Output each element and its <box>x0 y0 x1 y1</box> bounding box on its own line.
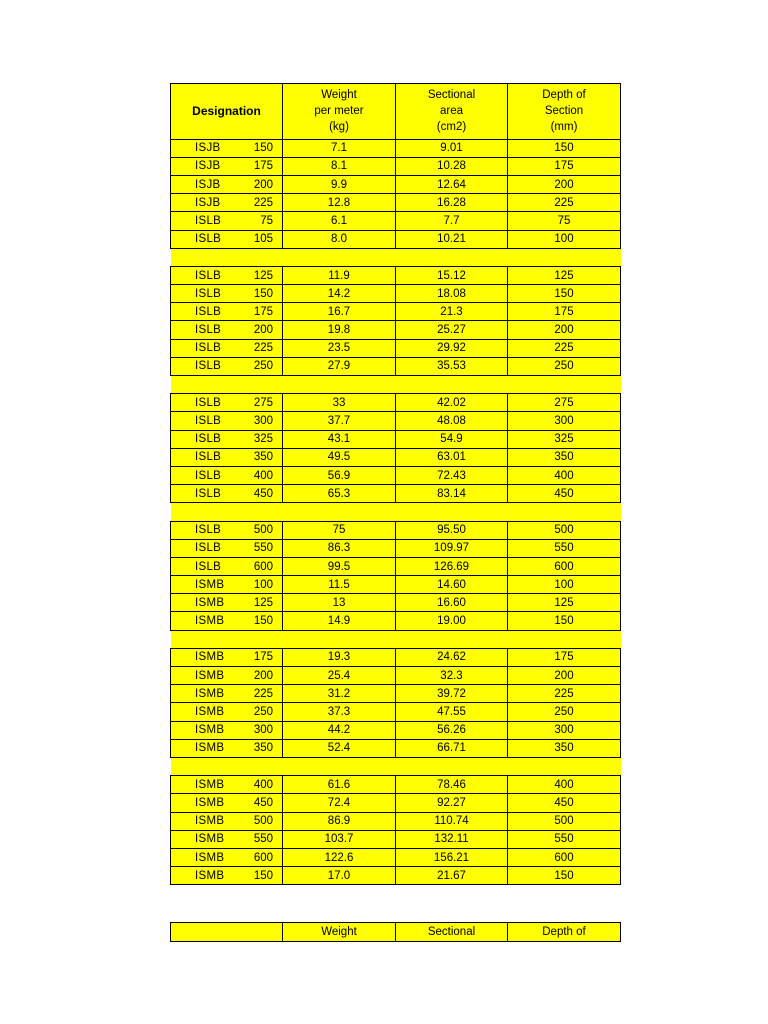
section-code: ISLB <box>195 269 222 282</box>
section-size: 175 <box>253 305 273 318</box>
weight-cell: 14.2 <box>283 285 396 303</box>
table-row <box>171 612 621 630</box>
weight-cell: 33 <box>283 394 396 412</box>
section-size: 105 <box>253 233 273 246</box>
depth-header-line2: Section <box>544 105 584 118</box>
section-size: 200 <box>253 178 273 191</box>
second-table-header <box>170 922 621 942</box>
table-header-row <box>171 84 621 140</box>
section-code: ISLB <box>195 287 222 300</box>
depth-cell: 150 <box>508 139 621 157</box>
depth-cell: 75 <box>508 212 621 230</box>
table-row <box>171 230 621 248</box>
table-row <box>171 357 621 375</box>
depth-cell: 500 <box>508 812 621 830</box>
depth-cell: 325 <box>508 430 621 448</box>
weight-cell: 23.5 <box>283 339 396 357</box>
area-cell: 24.62 <box>396 648 508 666</box>
depth-cell: 125 <box>508 266 621 284</box>
weight-cell: 6.1 <box>283 212 396 230</box>
second-area-header: Sectional <box>396 923 508 942</box>
weight-cell: 103.7 <box>283 830 396 848</box>
section-size: 350 <box>253 742 273 755</box>
section-size: 350 <box>253 451 273 464</box>
depth-cell: 225 <box>508 194 621 212</box>
area-header <box>396 84 508 140</box>
section-code: ISMB <box>195 742 225 755</box>
area-cell: 156.21 <box>396 848 508 866</box>
depth-cell: 275 <box>508 394 621 412</box>
depth-cell: 100 <box>508 230 621 248</box>
table-row <box>171 394 621 412</box>
designation-cell <box>171 830 283 848</box>
designation-header: Designation <box>171 84 283 140</box>
table-row <box>171 648 621 666</box>
weight-cell: 11.5 <box>283 576 396 594</box>
section-size: 150 <box>253 142 273 155</box>
area-cell: 72.43 <box>396 466 508 484</box>
designation-cell <box>171 230 283 248</box>
section-size: 450 <box>253 796 273 809</box>
section-size: 275 <box>253 396 273 409</box>
section-size: 125 <box>253 596 273 609</box>
section-size: 75 <box>260 214 273 227</box>
area-header-line2: area <box>439 105 464 118</box>
depth-cell: 600 <box>508 557 621 575</box>
depth-cell: 200 <box>508 321 621 339</box>
designation-cell <box>171 448 283 466</box>
table-row <box>171 139 621 157</box>
section-size: 175 <box>253 160 273 173</box>
area-cell: 56.26 <box>396 721 508 739</box>
designation-cell <box>171 139 283 157</box>
section-code: ISMB <box>195 796 225 809</box>
weight-header-line3: (kg) <box>329 121 349 134</box>
table-row <box>171 776 621 794</box>
group-separator-row <box>171 757 621 775</box>
area-header-line1: Sectional <box>427 89 476 102</box>
area-cell: 21.3 <box>396 303 508 321</box>
depth-cell: 550 <box>508 539 621 557</box>
area-cell: 132.11 <box>396 830 508 848</box>
area-cell: 15.12 <box>396 266 508 284</box>
section-code: ISMB <box>195 869 225 882</box>
area-cell: 19.00 <box>396 612 508 630</box>
table-row <box>171 448 621 466</box>
area-cell: 12.64 <box>396 175 508 193</box>
section-size: 125 <box>253 269 273 282</box>
depth-cell: 500 <box>508 521 621 539</box>
section-code: ISLB <box>195 396 222 409</box>
section-code: ISMB <box>195 706 225 718</box>
table-row <box>171 812 621 830</box>
table-row <box>171 703 621 721</box>
section-code: ISJB <box>195 160 221 173</box>
area-cell: 35.53 <box>396 357 508 375</box>
depth-header-line1: Depth of <box>542 89 586 102</box>
table-row <box>171 175 621 193</box>
depth-cell: 150 <box>508 285 621 303</box>
area-cell: 16.60 <box>396 594 508 612</box>
table-body <box>171 139 621 885</box>
second-weight-header: Weight <box>283 923 396 942</box>
depth-header-line3: (mm) <box>550 121 578 134</box>
designation-cell <box>171 357 283 375</box>
area-cell: 47.55 <box>396 703 508 721</box>
depth-cell: 225 <box>508 339 621 357</box>
designation-cell <box>171 175 283 193</box>
depth-cell: 225 <box>508 685 621 703</box>
depth-cell: 400 <box>508 776 621 794</box>
designation-cell <box>171 703 283 721</box>
group-separator-cell <box>171 503 621 521</box>
weight-cell: 12.8 <box>283 194 396 212</box>
table-row <box>171 721 621 739</box>
weight-cell: 56.9 <box>283 466 396 484</box>
weight-cell: 86.9 <box>283 812 396 830</box>
group-separator-row <box>171 248 621 266</box>
area-cell: 29.92 <box>396 339 508 357</box>
section-code: ISLB <box>195 233 222 246</box>
section-code: ISMB <box>195 724 225 737</box>
weight-cell: 52.4 <box>283 739 396 757</box>
section-code: ISLB <box>195 451 222 464</box>
weight-cell: 25.4 <box>283 667 396 685</box>
area-cell: 126.69 <box>396 557 508 575</box>
area-cell: 78.46 <box>396 776 508 794</box>
weight-cell: 37.7 <box>283 412 396 430</box>
depth-header <box>508 84 621 140</box>
weight-cell: 99.5 <box>283 557 396 575</box>
section-size: 400 <box>253 778 273 791</box>
table-row <box>171 830 621 848</box>
section-code: ISLB <box>195 342 222 355</box>
designation-cell <box>171 285 283 303</box>
designation-cell <box>171 339 283 357</box>
weight-cell: 75 <box>283 521 396 539</box>
section-size: 225 <box>253 196 273 209</box>
section-size: 150 <box>253 287 273 300</box>
section-code: ISLB <box>195 214 222 227</box>
area-header-line3: (cm2) <box>436 121 467 134</box>
table-row <box>171 867 621 885</box>
weight-cell: 44.2 <box>283 721 396 739</box>
section-code: ISMB <box>195 596 225 609</box>
area-cell: 14.60 <box>396 576 508 594</box>
weight-cell: 19.8 <box>283 321 396 339</box>
designation-cell <box>171 557 283 575</box>
weight-cell: 13 <box>283 594 396 612</box>
group-separator-cell <box>171 376 621 394</box>
designation-cell <box>171 739 283 757</box>
weight-cell: 16.7 <box>283 303 396 321</box>
weight-cell: 17.0 <box>283 867 396 885</box>
designation-cell <box>171 212 283 230</box>
section-size: 500 <box>253 524 273 537</box>
section-size: 550 <box>253 833 273 846</box>
section-code: ISMB <box>195 615 225 628</box>
table-row <box>171 667 621 685</box>
depth-cell: 175 <box>508 157 621 175</box>
depth-cell: 200 <box>508 175 621 193</box>
area-cell: 66.71 <box>396 739 508 757</box>
designation-cell <box>171 266 283 284</box>
designation-cell <box>171 685 283 703</box>
designation-cell <box>171 848 283 866</box>
section-size: 225 <box>253 687 273 700</box>
section-code: ISLB <box>195 415 222 427</box>
designation-cell <box>171 721 283 739</box>
weight-cell: 122.6 <box>283 848 396 866</box>
section-code: ISLB <box>195 305 222 318</box>
area-cell: 16.28 <box>396 194 508 212</box>
section-size: 200 <box>253 669 273 682</box>
depth-cell: 200 <box>508 667 621 685</box>
designation-cell <box>171 412 283 430</box>
group-separator-row <box>171 503 621 521</box>
section-code: ISLB <box>195 542 222 555</box>
designation-cell <box>171 812 283 830</box>
section-code: ISMB <box>195 778 225 791</box>
table-row <box>171 848 621 866</box>
table-row <box>171 594 621 612</box>
section-code: ISJB <box>195 178 221 191</box>
section-code: ISLB <box>195 433 222 446</box>
depth-cell: 150 <box>508 867 621 885</box>
depth-cell: 100 <box>508 576 621 594</box>
table-row <box>171 212 621 230</box>
section-code: ISLB <box>195 360 222 373</box>
section-size: 225 <box>253 342 273 355</box>
designation-cell <box>171 667 283 685</box>
section-code: ISJB <box>195 196 221 209</box>
section-code: ISLB <box>195 524 222 537</box>
table-row <box>171 157 621 175</box>
table-row <box>171 303 621 321</box>
depth-cell: 125 <box>508 594 621 612</box>
table-row <box>171 339 621 357</box>
weight-cell: 27.9 <box>283 357 396 375</box>
area-cell: 10.21 <box>396 230 508 248</box>
area-cell: 32.3 <box>396 667 508 685</box>
weight-header-line1: Weight <box>321 89 357 102</box>
area-cell: 21.67 <box>396 867 508 885</box>
area-cell: 92.27 <box>396 794 508 812</box>
section-size: 500 <box>253 815 273 828</box>
section-properties-table <box>170 83 621 885</box>
depth-cell: 550 <box>508 830 621 848</box>
second-depth-header: Depth of <box>508 923 621 942</box>
depth-cell: 300 <box>508 412 621 430</box>
designation-cell <box>171 594 283 612</box>
weight-cell: 37.3 <box>283 703 396 721</box>
area-cell: 39.72 <box>396 685 508 703</box>
designation-cell <box>171 430 283 448</box>
depth-cell: 175 <box>508 303 621 321</box>
area-cell: 83.14 <box>396 485 508 503</box>
designation-cell <box>171 539 283 557</box>
table-row <box>171 266 621 284</box>
group-separator-cell <box>171 630 621 648</box>
area-cell: 110.74 <box>396 812 508 830</box>
section-code: ISMB <box>195 651 225 664</box>
table-row <box>171 685 621 703</box>
group-separator-row <box>171 376 621 394</box>
section-code: ISLB <box>195 487 222 500</box>
area-cell: 109.97 <box>396 539 508 557</box>
weight-cell: 14.9 <box>283 612 396 630</box>
section-size: 200 <box>253 324 273 337</box>
area-cell: 7.7 <box>396 212 508 230</box>
group-separator-row <box>171 630 621 648</box>
section-size: 450 <box>253 487 273 500</box>
designation-cell <box>171 394 283 412</box>
weight-cell: 65.3 <box>283 485 396 503</box>
designation-cell <box>171 867 283 885</box>
section-size: 400 <box>253 469 273 482</box>
area-cell: 95.50 <box>396 521 508 539</box>
depth-cell: 300 <box>508 721 621 739</box>
designation-cell <box>171 776 283 794</box>
table-row <box>171 539 621 557</box>
table-row <box>171 739 621 757</box>
section-size: 325 <box>253 433 273 446</box>
table-row <box>171 794 621 812</box>
section-code: ISLB <box>195 324 222 337</box>
section-size: 600 <box>253 560 273 573</box>
designation-cell <box>171 157 283 175</box>
section-size: 600 <box>253 851 273 864</box>
weight-cell: 8.1 <box>283 157 396 175</box>
weight-cell: 61.6 <box>283 776 396 794</box>
table-row <box>171 557 621 575</box>
area-cell: 10.28 <box>396 157 508 175</box>
weight-cell: 49.5 <box>283 448 396 466</box>
table-row <box>171 485 621 503</box>
table-row <box>171 576 621 594</box>
weight-cell: 43.1 <box>283 430 396 448</box>
weight-cell: 7.1 <box>283 139 396 157</box>
section-code: ISMB <box>195 687 225 700</box>
depth-cell: 175 <box>508 648 621 666</box>
area-cell: 54.9 <box>396 430 508 448</box>
designation-cell <box>171 521 283 539</box>
section-code: ISJB <box>195 142 221 155</box>
depth-cell: 150 <box>508 612 621 630</box>
depth-cell: 350 <box>508 448 621 466</box>
group-separator-cell <box>171 248 621 266</box>
area-cell: 9.01 <box>396 139 508 157</box>
depth-cell: 350 <box>508 739 621 757</box>
weight-cell: 19.3 <box>283 648 396 666</box>
section-size: 150 <box>253 615 273 628</box>
section-code: ISMB <box>195 815 225 828</box>
depth-cell: 250 <box>508 357 621 375</box>
depth-cell: 250 <box>508 703 621 721</box>
depth-cell: 600 <box>508 848 621 866</box>
section-code: ISMB <box>195 578 225 591</box>
section-size: 250 <box>253 360 273 373</box>
designation-cell <box>171 194 283 212</box>
depth-cell: 450 <box>508 485 621 503</box>
depth-cell: 450 <box>508 794 621 812</box>
depth-cell: 400 <box>508 466 621 484</box>
area-cell: 48.08 <box>396 412 508 430</box>
table-row <box>171 430 621 448</box>
designation-cell <box>171 303 283 321</box>
section-code: ISLB <box>195 469 222 482</box>
designation-cell <box>171 612 283 630</box>
designation-cell <box>171 648 283 666</box>
section-code: ISMB <box>195 851 225 864</box>
table-row <box>171 521 621 539</box>
group-separator-cell <box>171 757 621 775</box>
weight-cell: 72.4 <box>283 794 396 812</box>
weight-cell: 86.3 <box>283 539 396 557</box>
section-size: 100 <box>253 578 273 591</box>
section-size: 550 <box>253 542 273 555</box>
area-cell: 18.08 <box>396 285 508 303</box>
table-row <box>171 194 621 212</box>
designation-cell <box>171 794 283 812</box>
section-size: 300 <box>253 724 273 737</box>
second-table-header-row <box>171 923 621 942</box>
area-cell: 42.02 <box>396 394 508 412</box>
table-row <box>171 412 621 430</box>
weight-cell: 11.9 <box>283 266 396 284</box>
area-cell: 63.01 <box>396 448 508 466</box>
weight-cell: 8.0 <box>283 230 396 248</box>
weight-header-line2: per meter <box>314 105 364 118</box>
section-code: ISMB <box>195 669 225 682</box>
designation-cell <box>171 321 283 339</box>
weight-header <box>283 84 396 140</box>
section-size: 175 <box>253 651 273 664</box>
designation-cell <box>171 485 283 503</box>
section-size: 250 <box>253 706 273 718</box>
weight-cell: 31.2 <box>283 685 396 703</box>
section-code: ISMB <box>195 833 225 846</box>
section-code: ISLB <box>195 560 222 573</box>
designation-cell <box>171 576 283 594</box>
table-row <box>171 466 621 484</box>
section-size: 300 <box>253 415 273 427</box>
area-cell: 25.27 <box>396 321 508 339</box>
section-size: 150 <box>253 869 273 882</box>
table-row <box>171 285 621 303</box>
designation-cell <box>171 466 283 484</box>
table-row <box>171 321 621 339</box>
weight-cell: 9.9 <box>283 175 396 193</box>
second-designation-header <box>171 923 283 942</box>
